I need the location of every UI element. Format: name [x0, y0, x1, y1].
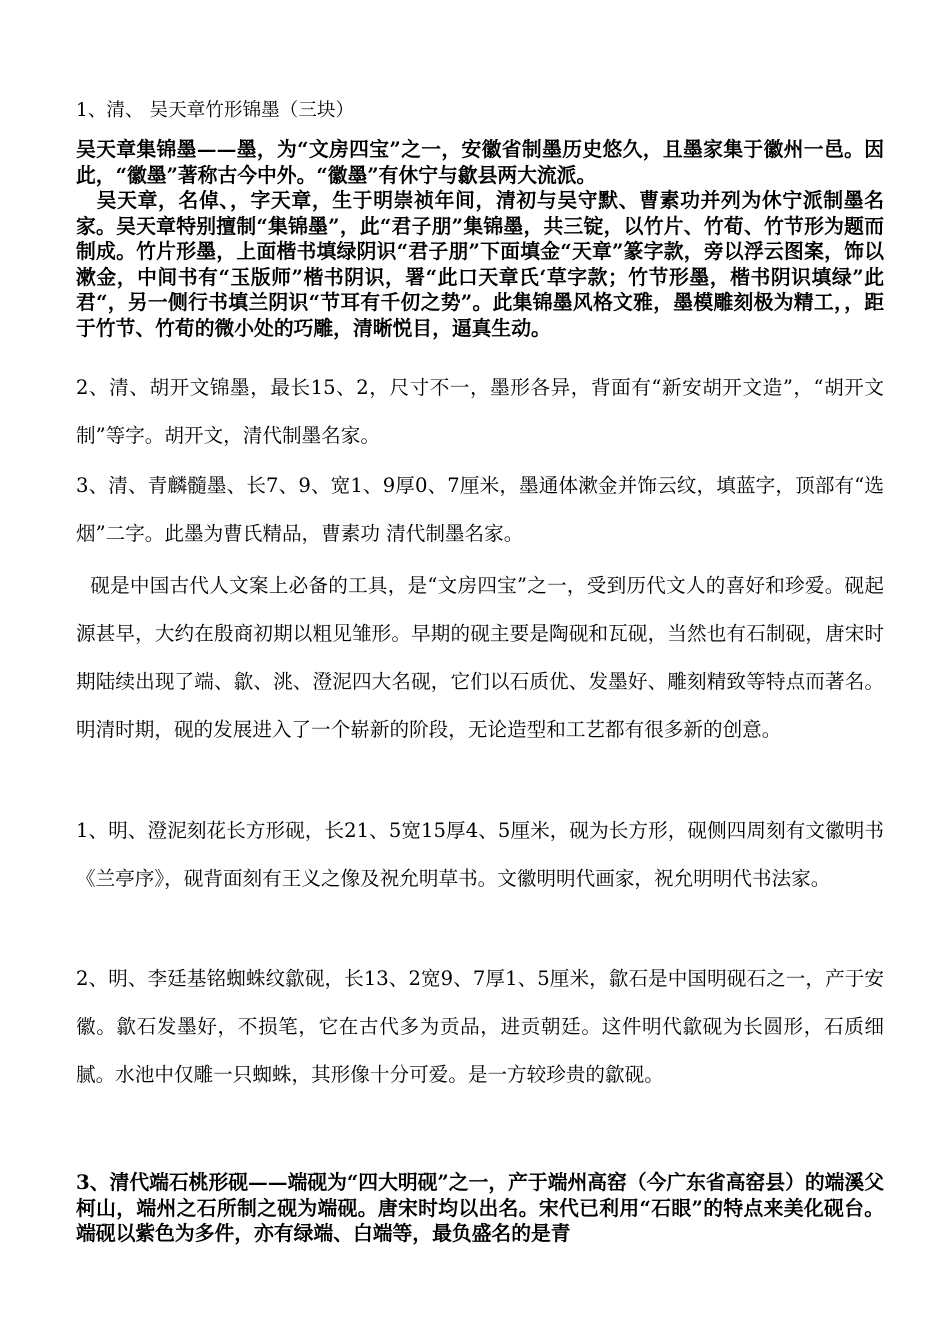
paragraph-inkstone-1: 1、明、澄泥刻花长方形砚，长21、5宽15厚4、5厘米，砚为长方形，砚侧四周刻有文徽明书《兰亭序》，砚背面刻有王义之像及祝允明草书。文徽明明代画家，祝允明明代书法家。: [76, 819, 884, 890]
paragraph-ink-2: 2、清、胡开文锦墨，最长15、2，尺寸不一，墨形各异，背面有“新安胡开文造”，“胡开文制”等字。胡开文，清代制墨名家。: [76, 376, 884, 447]
paragraph-inkstone-3: 3、清代端石桃形砚——端砚为“四大明砚”之一，产于端州高窑（今广东省高窑县）的端溪父柯山，端州之石所制之砚为端砚。唐宋时均以出名。宋代已利用“石眼”的特点来美化砚台。端砚以紫色为多件，亦有绿端、白端等，最负盛名的是青: [76, 1170, 884, 1246]
paragraph-inkstone-intro: [76, 562, 884, 754]
section-title: 1、清、 吴天章竹形锦墨（三块）: [76, 100, 355, 121]
paragraph-wu-tianzhang-text: 吴天章，名倬、，字天章，生于明崇祯年间，清初与吴守默、曹素功并列为休宁派制墨名家。吴天章特别擅制“集锦墨”，此“君子朋”集锦墨，共三锭，以竹片、竹荀、竹节形为题而制成。竹片形墨，上面楷书填绿阴识“君子朋”下面填金“天章”篆字款，旁以浮云图案，饰以漱金，中间书有“玉版师”楷书阴识，署“此口天章氏‘草字款；竹节形墨，楷书阴识填绿”此君“，另一侧行书填兰阴识“节耳有千仞之势”。此集锦墨风格文雅，墨模雕刻极为精工，，距于竹节、竹荀的微小处的巧雕，清晰悦目，逼真生动。: [76, 188, 884, 340]
paragraph-ink-3: 3、清、青麟髓墨、长7、9、宽1、9厚0、7厘米，墨通体漱金并饰云纹，填蓝字，顶部有“选烟”二字。此墨为曹氏精品，曹素功 清代制墨名家。: [76, 474, 884, 545]
paragraph-inkstone-2: 2、明、李廷基铭蜘蛛纹歙砚，长13、2宽9、7厚1、5厘米，歙石是中国明砚石之一，产于安徽。歙石发墨好，不损笔，它在古代多为贡品，进贡朝廷。这件明代歙砚为长圆形，石质细腻。水池中仅雕一只蜘蛛，其形像十分可爱。是一方较珍贵的歙砚。: [76, 967, 884, 1086]
paragraph-wu-tianzhang: [76, 188, 884, 342]
paragraph-inkstone-intro-text: 砚是中国古代人文案上必备的工具，是“文房四宝”之一，受到历代文人的喜好和珍爱。砚起源甚早，大约在殷商初期以粗见雏形。早期的砚主要是陶砚和瓦砚，当然也有石制砚，唐宋时期陆续出现了端、歙、洮、澄泥四大名砚，它们以石质优、发墨好、雕刻精致等特点而著名。明清时期，砚的发展进入了一个崭新的阶段，无论造型和工艺都有很多新的创意。: [76, 574, 884, 741]
paragraph-ink-intro: 吴天章集锦墨——墨，为“文房四宝”之一，安徽省制墨历史悠久，且墨家集于徽州一邑。因此，“徽墨”著称古今中外。“徽墨”有休宁与歙县两大流派。: [76, 137, 884, 187]
